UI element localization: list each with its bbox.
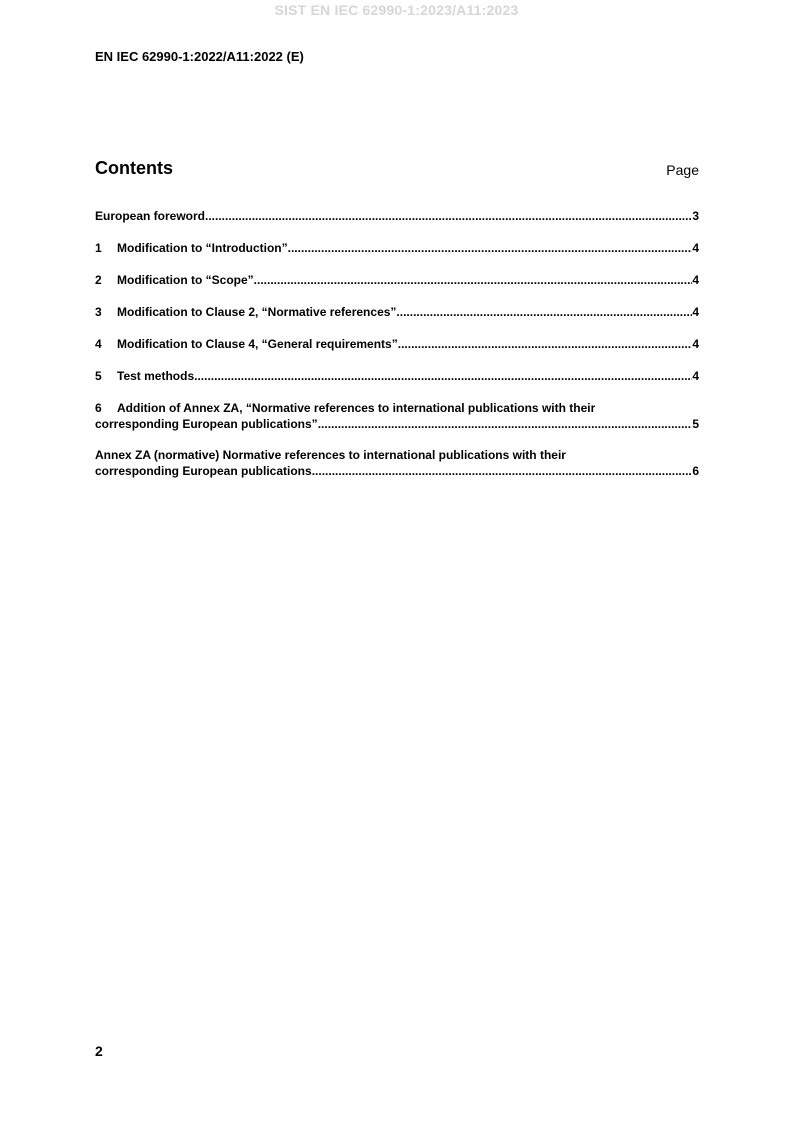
toc-entry-european-foreword[interactable]: [95, 208, 699, 224]
toc-entry-text: European foreword: [95, 209, 206, 223]
toc-entry-page: 4: [692, 305, 699, 319]
toc-entry-text-line2: corresponding European publications: [95, 464, 312, 478]
toc-entry-text-line1: Addition of Annex ZA, “Normative references to international publications with their: [117, 401, 596, 415]
watermark: SIST EN IEC 62990-1:2023/A11:2023: [274, 2, 519, 18]
table-of-contents: [95, 208, 699, 494]
toc-leader-dots: [396, 304, 692, 320]
toc-entry-annex-za-addition[interactable]: [95, 400, 699, 432]
document-id: EN IEC 62990-1:2022/A11:2022 (E): [95, 49, 304, 64]
contents-header: [95, 158, 699, 182]
page-column-label: Page: [666, 162, 699, 178]
toc-entry-number: 1: [95, 241, 102, 255]
toc-entry-introduction[interactable]: [95, 240, 699, 256]
toc-entry-test-methods[interactable]: [95, 368, 699, 384]
toc-entry-text: Test methods: [117, 369, 195, 383]
toc-entry-number: 2: [95, 273, 102, 287]
toc-entry-general-requirements[interactable]: [95, 336, 699, 352]
contents-title: Contents: [95, 158, 173, 178]
toc-leader-dots: [288, 240, 693, 256]
toc-entry-page: 3: [692, 209, 699, 223]
toc-leader-dots: [312, 463, 693, 479]
toc-entry-number: 6: [95, 401, 102, 415]
toc-entry-text: Modification to “Introduction”: [117, 241, 288, 255]
toc-entry-page: 5: [692, 417, 699, 431]
toc-entry-text-line2: corresponding European publications”: [95, 417, 318, 431]
page-number: 2: [95, 1043, 103, 1059]
toc-entry-text: Modification to “Scope”: [117, 273, 254, 287]
toc-leader-dots: [194, 368, 692, 384]
toc-entry-page: 4: [692, 369, 699, 383]
toc-leader-dots: [398, 336, 693, 352]
toc-entry-page: 4: [692, 273, 699, 287]
toc-entry-page: 4: [692, 241, 699, 255]
toc-leader-dots: [254, 272, 693, 288]
toc-leader-dots: [205, 208, 692, 224]
toc-entry-number: 3: [95, 305, 102, 319]
toc-entry-text: Modification to Clause 4, “General requirements”: [117, 337, 398, 351]
toc-entry-text-line1: Annex ZA (normative) Normative references to international publications with their: [95, 448, 566, 462]
toc-entry-number: 4: [95, 337, 102, 351]
toc-leader-dots: [318, 416, 693, 432]
toc-entry-page: 4: [692, 337, 699, 351]
toc-entry-page: 6: [692, 464, 699, 478]
toc-entry-annex-za[interactable]: [95, 447, 699, 479]
toc-entry-text: Modification to Clause 2, “Normative references”: [117, 305, 397, 319]
toc-entry-scope[interactable]: [95, 272, 699, 288]
toc-entry-normative-references[interactable]: [95, 304, 699, 320]
toc-entry-number: 5: [95, 369, 102, 383]
